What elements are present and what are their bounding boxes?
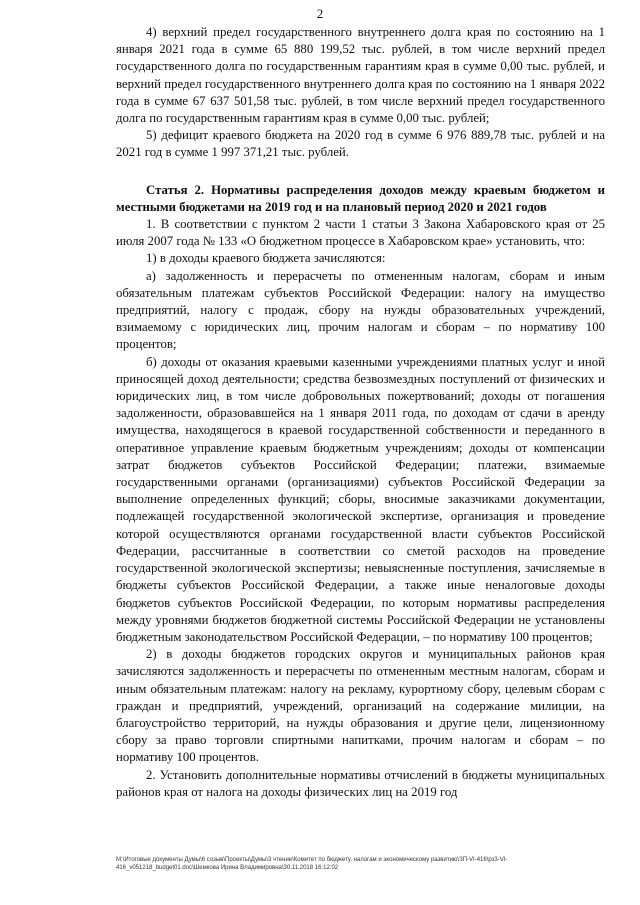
- page-number: 2: [316, 6, 324, 21]
- paragraph-clause-1: 1. В соответствии с пунктом 2 части 1 статьи 3 Закона Хабаровского края от 25 июля 2007 года № 133 «О бюджетном процессе в Хабаровском крае» установить, что:: [116, 217, 605, 249]
- paragraph-clause-2: 2. Установить дополнительные нормативы отчислений в бюджеты муниципальных районов края от налога на доходы физических лиц на 2019 год: [116, 767, 605, 799]
- paragraph-subclause-2: 2) в доходы бюджетов городских округов и муниципальных районов края зачисляются задолженность и перерасчеты по отмененным местным налогам, сборам и иным обязательным платежам: налогу на рекламу, курортному сбору, целевым сборам с граждан и предприятий, учреждений, организаций на содержание милиции, на благоустройство территорий, на нужды образования и другие цели, лицензионному сбору за право торговли спиртными напитками, прочим налогам и сборам – по нормативу 100 процентов.: [116, 647, 605, 765]
- article-2-heading: Статья 2. Нормативы распределения доходов между краевым бюджетом и местными бюджетами на 2019 год и на плановый период 2020 и 2021 годов: [116, 182, 605, 214]
- paragraph-item-a: а) задолженность и перерасчеты по отмененным налогам, сборам и иным обязательным платежам субъектов Российской Федерации: налогу на имущество предприятий, налогу с продаж, сбору на нужды образовательных учреждений, взимаемому с юридических лиц, прочим налогам и сборам – по нормативу 100 процентов;: [116, 268, 605, 352]
- file-path-footer: M:\Итоговые документы Думы\6 созыв\Проекты\Думы\3 чтение\Комитет по бюджету, налогам и экономическому развитию\ЗП-VI-416\рз3-VI-416_v051218_budget01.doc\Шемкова Ирина Владимировна\30.11.2018 16:12:02: [116, 857, 508, 871]
- document-body: [116, 24, 605, 801]
- paragraph-subclause-1: 1) в доходы краевого бюджета зачисляются:: [146, 251, 386, 266]
- paragraph-debt-limit: 4) верхний предел государственного внутреннего долга края по состоянию на 1 января 2021 года в сумме 65 880 199,52 тыс. рублей, в том числе верхний предел государственного долга по государственным гарантиям края в сумме 0,00 тыс. рублей, и верхний предел государственного внутреннего долга края по состоянию на 1 января 2022 года в сумме 67 637 501,58 тыс. рублей, в том числе верхний предел государственного долга по государственным гарантиям края в сумме 0,00 тыс. рублей;: [116, 25, 605, 126]
- paragraph-item-b: б) доходы от оказания краевыми казенными учреждениями платных услуг и иной приносящей доход деятельности; средства безвозмездных поступлений от физических и юридических лиц, в том числе добровольных пожертвований; доходы от погашения задолженности, образовавшейся на 1 января 2011 года, по доходам от сдачи в аренду имущества, находящегося в краевой государственной собственности и переданного в оперативное управление краевым бюджетным учреждениям; доходы от компенсации затрат бюджетов субъектов Российской Федерации; платежи, взимаемые государственными органами (организациями) субъектов Российской Федерации за выполнение определенных функций; сборы, вносимые заказчиками документации, подлежащей государственной экологической экспертизе, организация и проведение которой осуществляются органами государственной власти субъектов Российской Федерации, рассчитанные в соответствии со сметой расходов на проведение государственной экологической экспертизы; невыясненные поступления, зачисляемые в бюджеты субъектов Российской Федерации, а также иные неналоговые доходы бюджетов субъектов Российской Федерации, по которым нормативы распределения между уровнями бюджетов бюджетной системы Российской Федерации не установлены бюджетным законодательством Российской Федерации, – по нормативу 100 процентов;: [116, 354, 605, 644]
- paragraph-deficit: 5) дефицит краевого бюджета на 2020 год в сумме 6 976 889,78 тыс. рублей и на 2021 год в сумме 1 997 371,21 тыс. рублей.: [116, 128, 605, 160]
